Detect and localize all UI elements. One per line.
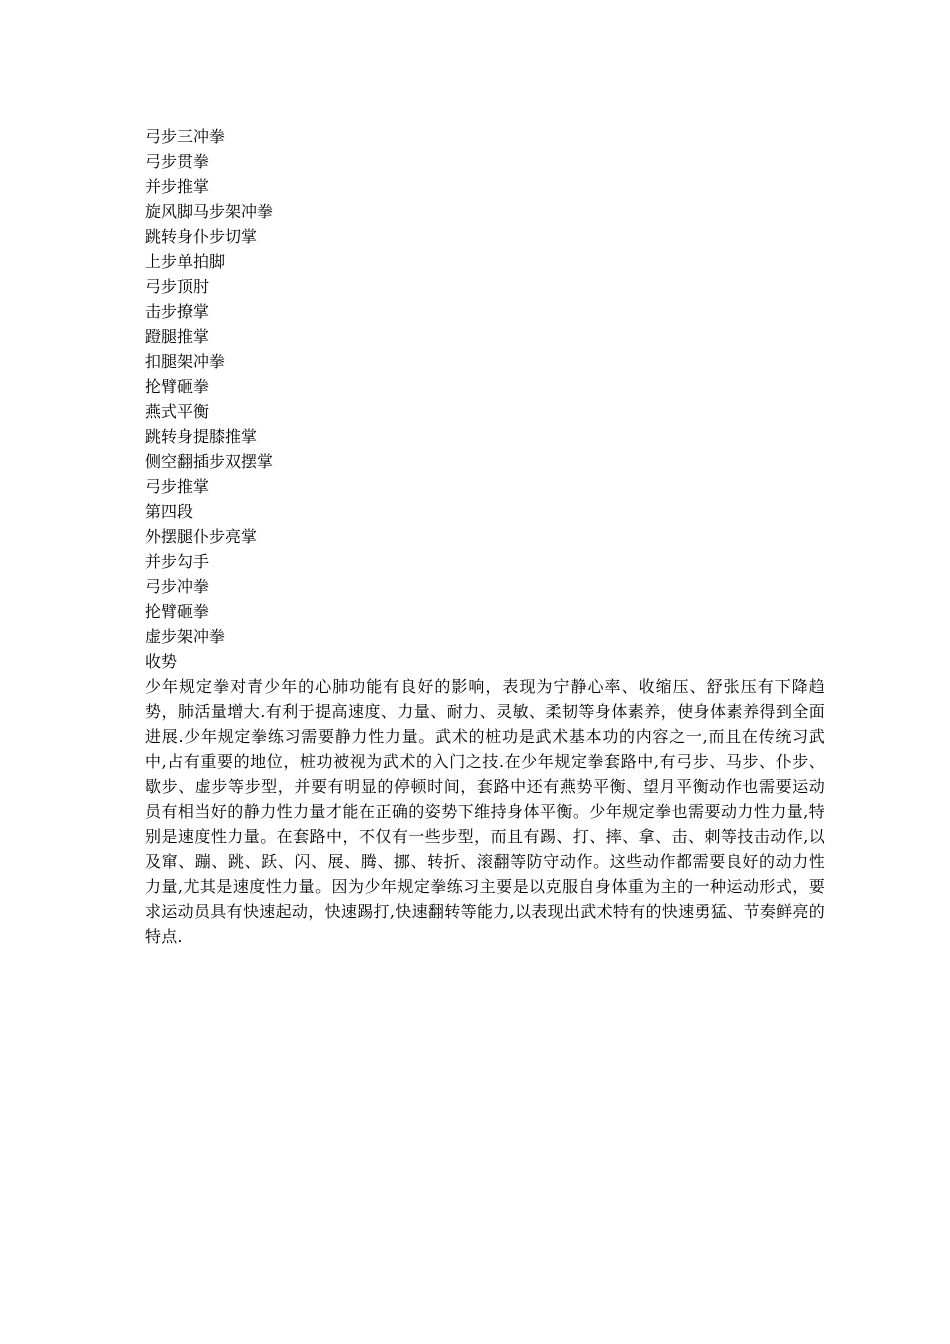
list-item: 燕式平衡: [145, 402, 210, 421]
list-item: 抡臂砸拳: [145, 377, 210, 396]
move-list: [145, 124, 825, 674]
document-content: [145, 124, 825, 949]
list-item: 击步撩掌: [145, 302, 210, 321]
list-item: 弓步冲拳: [145, 577, 210, 596]
list-item: 蹬腿推掌: [145, 327, 210, 346]
list-item: 外摆腿仆步亮掌: [145, 527, 258, 546]
list-item: 弓步顶肘: [145, 277, 210, 296]
list-item: 弓步推掌: [145, 477, 210, 496]
list-item: 跳转身仆步切掌: [145, 227, 258, 246]
list-item: 弓步三冲拳: [145, 127, 226, 146]
list-item: 跳转身提膝推掌: [145, 427, 258, 446]
list-item: 旋风脚马步架冲拳: [145, 202, 274, 221]
list-item: 弓步贯拳: [145, 152, 210, 171]
list-item: 侧空翻插步双摆掌: [145, 452, 274, 471]
list-item: 抡臂砸拳: [145, 602, 210, 621]
list-item: 并步勾手: [145, 552, 210, 571]
list-item: 扣腿架冲拳: [145, 352, 226, 371]
section-heading: 第四段: [145, 502, 194, 521]
body-paragraph: 少年规定拳对青少年的心肺功能有良好的影响，表现为宁静心率、收缩压、舒张压有下降趋势，肺活量增大.有利于提高速度、力量、耐力、灵敏、柔韧等身体素养，使身体素养得到全面进展.少年规定拳练习需要静力性力量。武术的桩功是武术基本功的内容之一,而且在传统习武中,占有重要的地位，桩功被视为武术的入门之技.在少年规定拳套路中,有弓步、马步、仆步、歇步、虚步等步型，并要有明显的停顿时间，套路中还有燕势平衡、望月平衡动作也需要运动员有相当好的静力性力量才能在正确的姿势下维持身体平衡。少年规定拳也需要动力性力量,特别是速度性力量。在套路中，不仅有一些步型，而且有踢、打、摔、拿、击、刺等技击动作,以及窜、蹦、跳、跃、闪、展、腾、挪、转折、滚翻等防守动作。这些动作都需要良好的动力性力量,尤其是速度性力量。因为少年规定拳练习主要是以克服自身体重为主的一种运动形式，要求运动员具有快速起动，快速踢打,快速翻转等能力,以表现出武术特有的快速勇猛、节奏鲜亮的特点.: [145, 677, 825, 946]
list-item: 虚步架冲拳: [145, 627, 226, 646]
list-item: 收势: [145, 652, 178, 671]
list-item: 并步推掌: [145, 177, 210, 196]
list-item: 上步单拍脚: [145, 252, 226, 271]
